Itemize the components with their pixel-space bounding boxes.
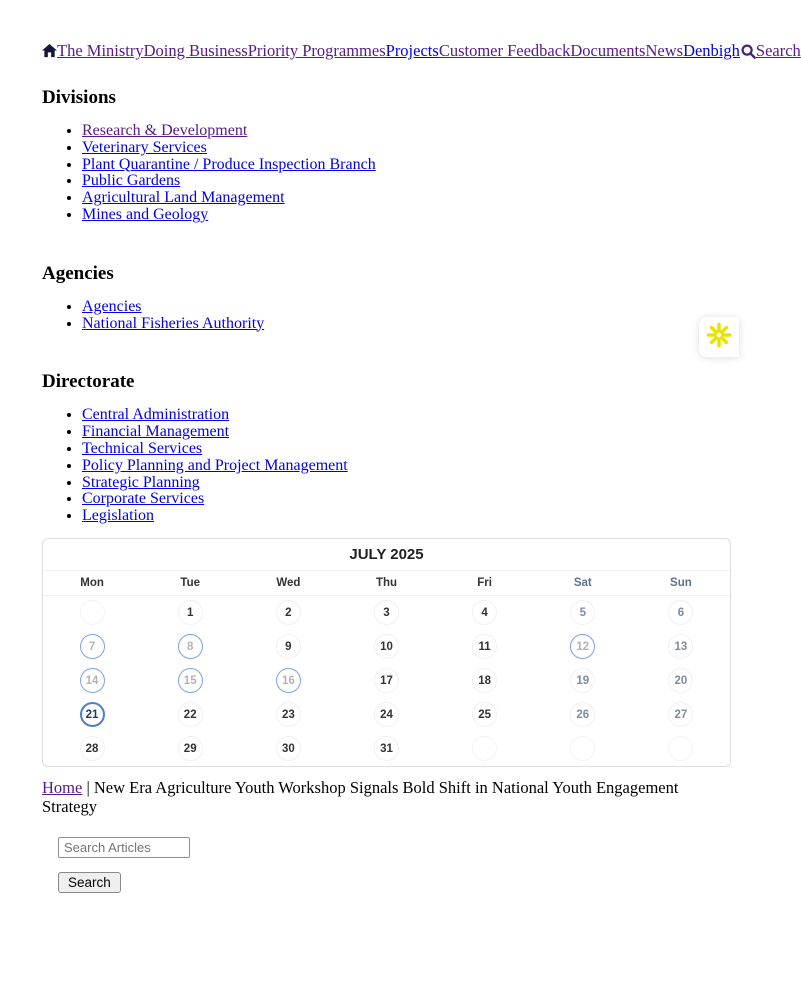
calendar-weekday-header [43,571,730,596]
day-circle: 12 [570,634,595,659]
day-circle: 7 [80,634,105,659]
calendar-day-6 [632,596,730,630]
list-item [82,157,731,174]
day-circle: 4 [472,600,497,625]
calendar-day-18 [436,664,534,698]
weekday-label-fri: Fri [477,576,492,589]
day-circle: 23 [276,702,301,727]
section-link-financial-management[interactable]: Financial Management [82,423,230,441]
list-item [82,173,731,190]
section-list-directorate [42,407,731,525]
day-circle [80,600,105,625]
nav-link-the-ministry[interactable]: The Ministry [57,41,144,60]
day-circle: 16 [276,668,301,693]
sections [42,88,731,525]
calendar-day-15[interactable] [141,664,239,698]
section-link-legislation[interactable]: Legislation [82,507,154,525]
list-item [82,123,731,140]
nav-search-link[interactable]: Search [755,41,801,60]
nav-link-priority-programmes[interactable]: Priority Programmes [247,41,386,60]
day-circle: 26 [570,702,595,727]
calendar-day-25 [436,698,534,732]
calendar-day-24 [337,698,435,732]
calendar-day-4 [436,596,534,630]
section-list-divisions [42,123,731,224]
section-link-agricultural-land-management[interactable]: Agricultural Land Management [82,189,285,207]
day-circle: 11 [472,634,497,659]
calendar-day-3 [337,596,435,630]
day-circle: 22 [178,702,203,727]
calendar-empty-cell [436,732,534,766]
day-circle: 30 [276,736,301,761]
section-link-strategic-planning[interactable]: Strategic Planning [82,473,200,491]
section-link-veterinary-services[interactable]: Veterinary Services [82,138,207,156]
section-link-agencies[interactable]: Agencies [82,297,142,315]
section-link-mines-and-geology[interactable]: Mines and Geology [82,205,209,223]
calendar-day-14[interactable] [43,664,141,698]
day-circle: 6 [668,600,693,625]
calendar-day-5 [534,596,632,630]
section-link-policy-planning-and-project-management[interactable]: Policy Planning and Project Management [82,456,348,474]
calendar-day-23 [239,698,337,732]
day-circle: 1 [178,600,203,625]
search-articles-input[interactable] [58,837,190,858]
day-circle [472,736,497,761]
section-link-national-fisheries-authority[interactable]: National Fisheries Authority [82,314,265,332]
calendar-week-row [43,732,730,766]
calendar-day-17 [337,664,435,698]
calendar-day-28 [43,732,141,766]
weekday-label-sun: Sun [670,576,692,589]
section-link-central-administration[interactable]: Central Administration [82,406,230,424]
calendar-day-27 [632,698,730,732]
breadcrumb [42,778,731,816]
list-item [82,190,731,207]
calendar-day-7[interactable] [43,630,141,664]
day-circle: 8 [178,634,203,659]
list-item [82,458,731,475]
list-item [82,207,731,224]
calendar-day-30 [239,732,337,766]
floating-widget-button[interactable] [699,317,739,357]
day-circle: 31 [374,736,399,761]
list-item [82,491,731,508]
calendar-empty-cell [43,596,141,630]
calendar-empty-cell [632,732,730,766]
list-item [82,407,731,424]
day-circle: 17 [374,668,399,693]
calendar-week-row [43,698,730,732]
weekday-label-sat: Sat [573,576,592,589]
calendar-day-16[interactable] [239,664,337,698]
calendar-day-20 [632,664,730,698]
nav-links [57,41,740,60]
calendar-day-9 [239,630,337,664]
day-circle: 21 [80,702,105,727]
calendar-day-10 [337,630,435,664]
calendar-week-row [43,630,730,664]
list-item [82,508,731,525]
day-circle: 29 [178,736,203,761]
day-circle: 25 [472,702,497,727]
home-icon[interactable] [42,41,57,60]
section-link-public-gardens[interactable]: Public Gardens [82,172,181,190]
nav-link-documents[interactable]: Documents [570,41,646,60]
calendar-widget [42,538,731,767]
section-title-divisions: Divisions [42,87,116,108]
nav-link-customer-feedback[interactable]: Customer Feedback [438,41,571,60]
weekday-label-tue: Tue [180,576,200,589]
calendar-month-title: JULY 2025 [43,539,730,571]
section-link-technical-services[interactable]: Technical Services [82,439,203,457]
day-circle: 28 [80,736,105,761]
breadcrumb-separator: | [82,777,94,797]
list-item [82,140,731,157]
day-circle: 10 [374,634,399,659]
weekday-label-thu: Thu [375,576,398,589]
calendar-week-row [43,596,730,630]
search-button[interactable]: Search [58,872,121,893]
day-circle: 19 [570,668,595,693]
breadcrumb-home-link[interactable]: Home [42,777,83,797]
day-circle: 3 [374,600,399,625]
day-circle: 2 [276,600,301,625]
calendar-day-13 [632,630,730,664]
day-circle: 5 [570,600,595,625]
day-circle: 9 [276,634,301,659]
calendar-day-29 [141,732,239,766]
nav-link-doing-business[interactable]: Doing Business [143,41,248,60]
calendar-day-2 [239,596,337,630]
calendar-empty-cell [534,732,632,766]
asterisk-icon [705,321,733,354]
list-item [82,299,731,316]
calendar-day-11 [436,630,534,664]
search-icon[interactable] [741,44,756,63]
list-item [82,316,731,333]
day-circle: 20 [668,668,693,693]
calendar-grid [43,596,730,766]
calendar-day-1 [141,596,239,630]
section-link-corporate-services[interactable]: Corporate Services [82,490,205,508]
calendar-day-19 [534,664,632,698]
section-link-plant-quarantine-produce-inspection-branch[interactable]: Plant Quarantine / Produce Inspection Branch [82,155,376,173]
calendar-day-26 [534,698,632,732]
section-title-directorate: Directorate [42,371,135,393]
section-link-research-development[interactable]: Research & Development [82,122,248,139]
day-circle: 15 [178,668,203,693]
nav-link-news[interactable]: News [645,41,684,60]
list-item [82,424,731,441]
day-circle [570,736,595,761]
calendar-day-8[interactable] [141,630,239,664]
day-circle [668,736,693,761]
top-navigation [42,41,801,63]
section-list-agencies [42,299,731,333]
day-circle: 24 [374,702,399,727]
calendar-week-row [43,664,730,698]
weekday-label-wed: Wed [276,576,301,589]
nav-link-denbigh[interactable]: Denbigh [683,41,740,60]
day-circle: 27 [668,702,693,727]
calendar-day-31 [337,732,435,766]
calendar-day-21[interactable] [43,698,141,732]
breadcrumb-page-title: New Era Agriculture Youth Workshop Signals Bold Shift in National Youth Engagement Strategy [42,777,679,816]
calendar-day-12[interactable] [534,630,632,664]
section-title-agencies: Agencies [42,262,114,284]
day-circle: 14 [80,668,105,693]
article-search-form [58,837,731,893]
calendar-day-22 [141,698,239,732]
day-circle: 18 [472,668,497,693]
list-item [82,441,731,458]
nav-link-projects[interactable]: Projects [385,41,439,60]
day-circle: 13 [668,634,693,659]
list-item [82,475,731,492]
weekday-label-mon: Mon [80,576,104,589]
